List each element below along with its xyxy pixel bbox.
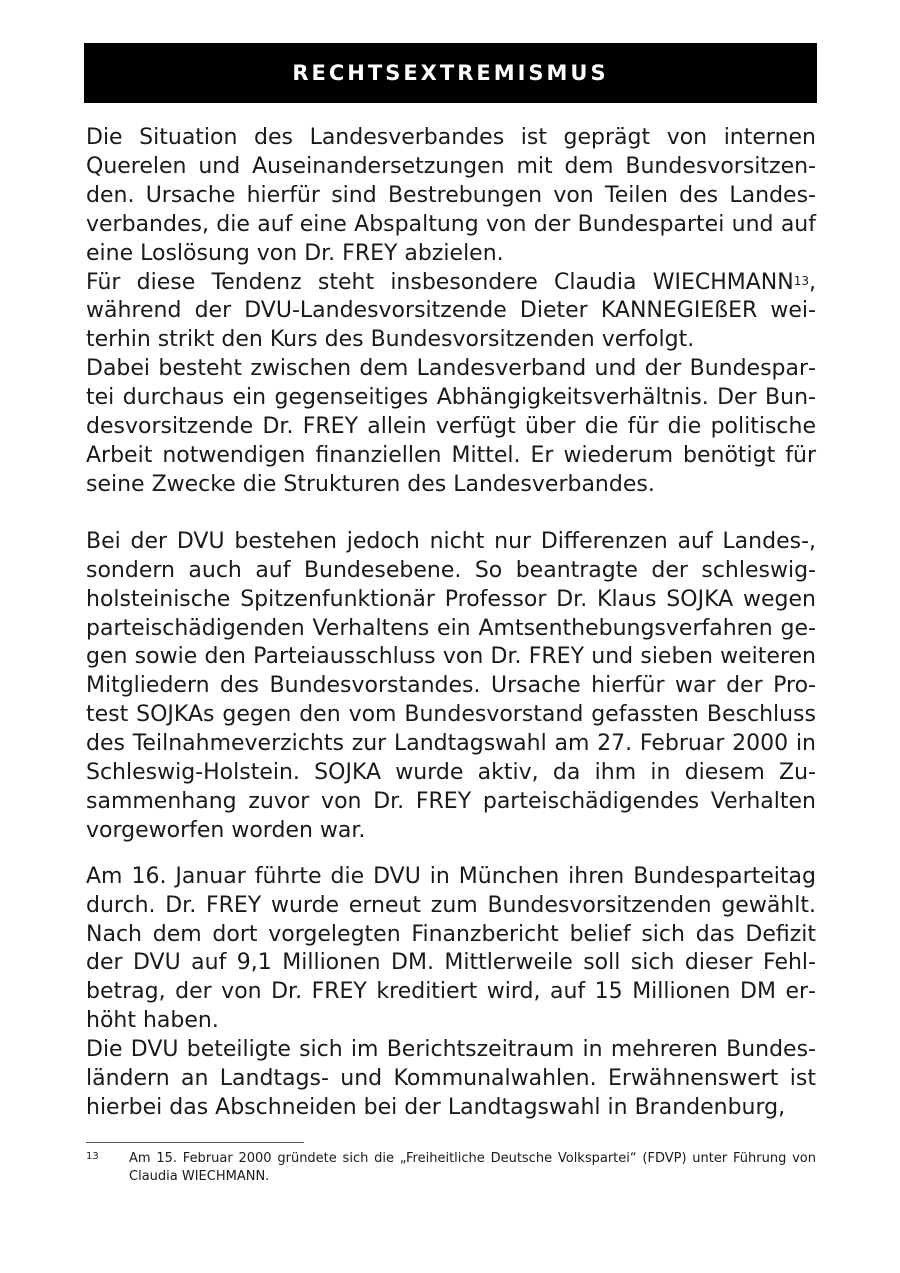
paragraph-spacer	[86, 846, 816, 863]
footnote-number: 13	[86, 1151, 99, 1162]
footnote-marker: 13	[793, 273, 809, 288]
paragraph-5: Am 16. Januar führte die DVU in München ihren Bundesparteitag durch. Dr. FREY wurde erneut zum Bundesvorsitzenden gewählt. Nach dem dort vorgelegten Finanzbericht belief sich das Defizit der DVU auf 9,1 Millionen DM. Mittlerweile soll sich dieser Fehlbetrag, der von Dr. FREY kreditiert wird, auf 15 Millionen DM erhöht haben.	[86, 863, 816, 1034]
paragraph-2-end: , während der DVU-Landesvorsitzende Dieter KANNEGIEßER weiterhin strikt den Kurs des Bundesvorsitzenden verfolgt.	[86, 269, 816, 353]
footnote-text: Am 15. Februar 2000 gründete sich die „Freiheitliche Deutsche Volkspartei“ (FDVP) unter Führung von Claudia WIECHMANN.	[129, 1151, 816, 1184]
paragraph-3: Dabei besteht zwischen dem Landesverband und der Bundespartei durchaus ein gegenseitiges Abhängigkeitsverhältnis. Der Bundesvorsitzende Dr. FREY allein verfügt über die für die politische Arbeit notwendigen finanziellen Mittel. Er wiederum benötigt für seine Zwecke die Strukturen des Landesverbandes.	[86, 356, 816, 497]
section-header	[84, 43, 817, 103]
body-text	[86, 124, 816, 1123]
paragraph-6: Die DVU beteiligte sich im Berichtszeitraum in mehreren Bundesländern an Landtags- und Kommunalwahlen. Erwähnenswert ist hierbei das Abschneiden bei der Landtagswahl in Brandenburg,	[86, 1037, 816, 1120]
footnote	[86, 1150, 816, 1186]
footnote-divider	[86, 1142, 304, 1143]
paragraph-spacer	[86, 500, 816, 528]
paragraph-2	[86, 269, 816, 356]
paragraph-2-start: Für diese Tendenz steht insbesondere Claudia WIECHMANN	[86, 269, 794, 295]
paragraph-4: Bei der DVU bestehen jedoch nicht nur Differenzen auf Landes-, sondern auch auf Bundesebene. So beantragte der schleswigholsteinische Spitzenfunktionär Professor Dr. Klaus SOJKA wegen parteischädigenden Verhaltens ein Amtsenthebungsverfahren gegen sowie den Parteiausschluss von Dr. FREY und sieben weiteren Mitgliedern des Bundesvorstandes. Ursache hierfür war der Protest SOJKAs gegen den vom Bundesvorstand gefassten Beschluss des Teilnahmeverzichts zur Landtagswahl am 27. Februar 2000 in Schleswig-Holstein. SOJKA wurde aktiv, da ihm in diesem Zusammenhang zuvor von Dr. FREY parteischädigendes Verhalten vorgeworfen worden war.	[86, 528, 816, 843]
section-title: RECHTSEXTREMISMUS	[292, 61, 609, 85]
paragraph-1: Die Situation des Landesverbandes ist geprägt von internen Querelen und Auseinandersetzungen mit dem Bundesvorsitzenden. Ursache hierfür sind Bestrebungen von Teilen des Landesverbandes, die auf eine Abspaltung von der Bundespartei und auf eine Loslösung von Dr. FREY abzielen.	[86, 125, 816, 266]
